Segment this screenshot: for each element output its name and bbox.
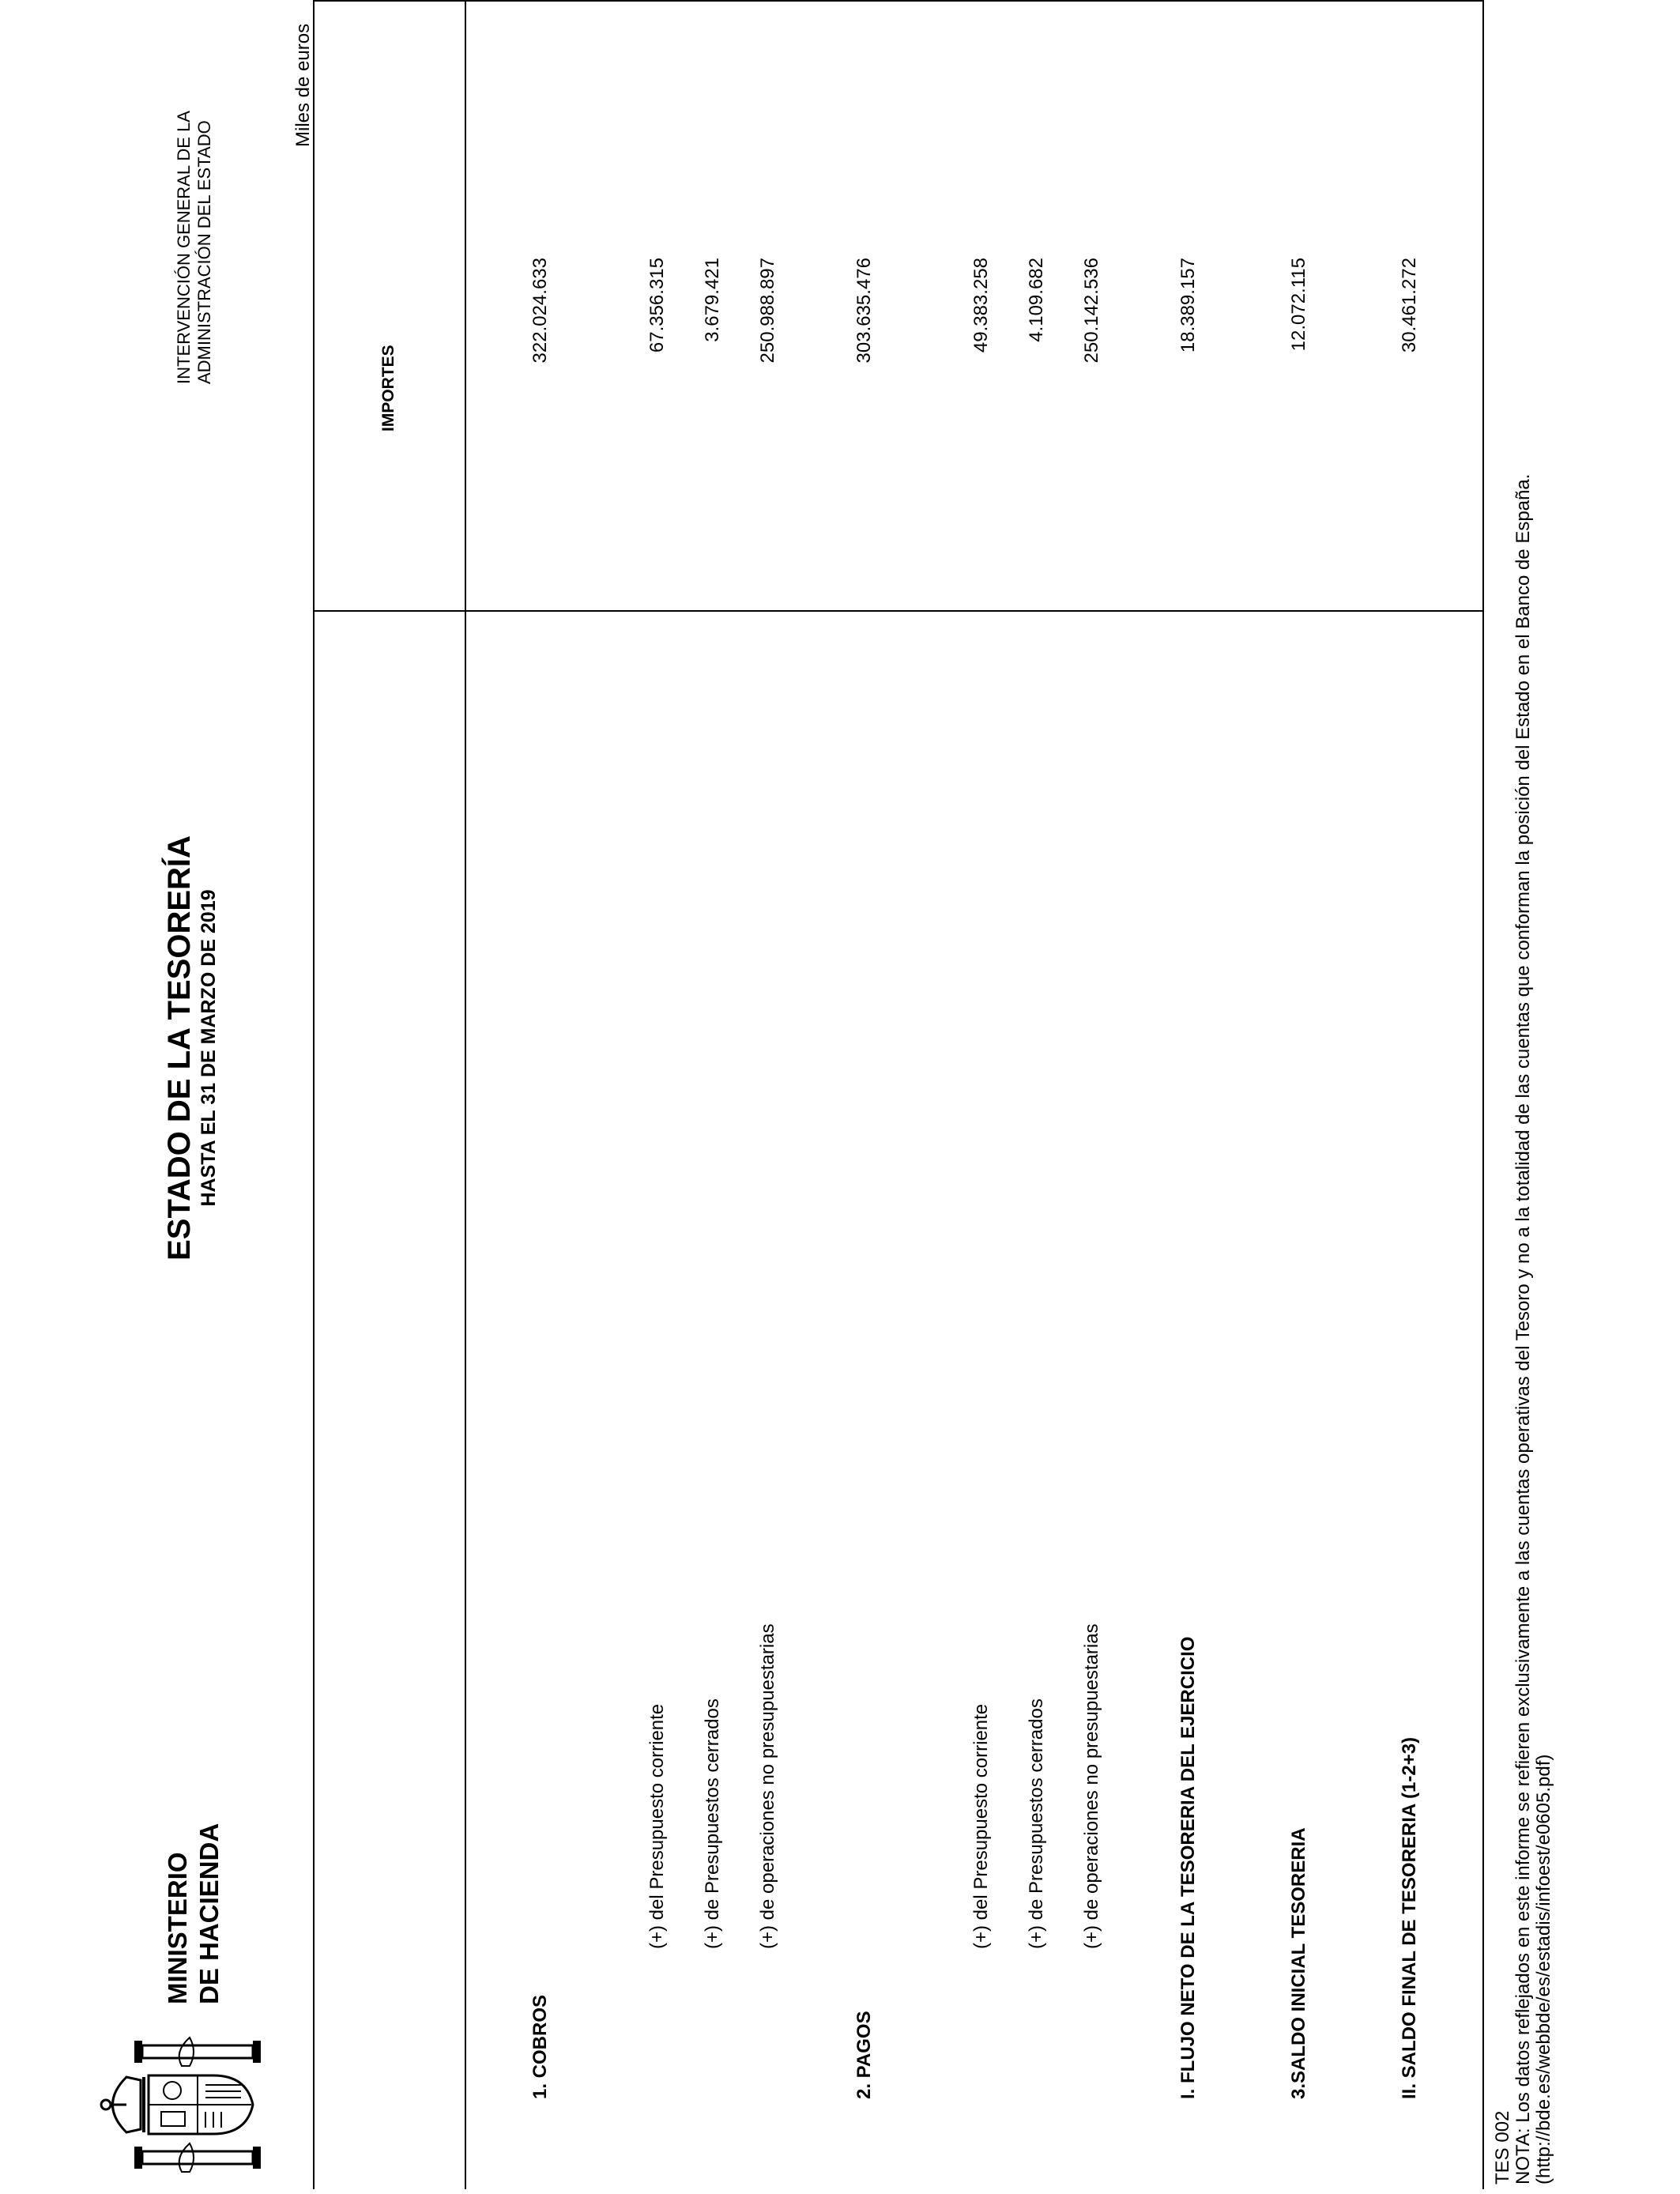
footer-link: (http://bde.es/webbde/es/estadis/infoest/e0605.pdf) — [1533, 1754, 1554, 2185]
footer-note: NOTA: Los datos reflejados en este informe se refieren exclusivamente a las cuentas operativas del Tesoro y no a la totalidad de las cuentas que conforman la posición del Estado en el Banco de España. — [1512, 473, 1534, 2185]
amount-saldo-final: 30.461.272 — [1399, 258, 1420, 353]
ministry-line-1: MINISTERIO — [163, 1852, 192, 2004]
amount-cobros-no-presupuestarias: 250.988.897 — [757, 258, 778, 364]
row-label-pagos-corriente: (+) del Presupuesto corriente — [970, 1703, 992, 1949]
amount-saldo-inicial: 12.072.115 — [1288, 258, 1309, 352]
amount-flujo-neto: 18.389.157 — [1177, 258, 1199, 353]
row-label-cobros-corriente: (+) del Presupuesto corriente — [646, 1703, 668, 1949]
footer-code: TES 002 — [1492, 2110, 1513, 2185]
amount-pagos: 303.635.476 — [853, 258, 875, 364]
agency-line-2: ADMINISTRACIÓN DEL ESTADO — [194, 120, 214, 384]
row-label-pagos-cerrados: (+) de Presupuestos cerrados — [1026, 1698, 1047, 1949]
row-label-cobros: 1. COBROS — [529, 1994, 551, 2099]
coat-of-arms-icon — [95, 2030, 269, 2180]
row-label-saldo-inicial: 3.SALDO INICIAL TESORERIA — [1288, 1827, 1309, 2099]
page-subtitle: HASTA EL 31 DE MARZO DE 2019 — [198, 889, 220, 1207]
amount-pagos-corriente: 49.383.258 — [970, 258, 992, 353]
row-label-pagos-no-presupuestarias: (+) de operaciones no presupuestarias — [1081, 1623, 1102, 1949]
row-label-cobros-no-presupuestarias: (+) de operaciones no presupuestarias — [757, 1623, 778, 1949]
agency-name — [174, 111, 215, 384]
page-title: ESTADO DE LA TESORERÍA — [162, 835, 197, 1261]
column-header-importes: IMPORTES — [379, 345, 397, 432]
row-label-cobros-cerrados: (+) de Presupuestos cerrados — [702, 1698, 723, 1949]
column-separator — [313, 610, 1484, 612]
units-label: Miles de euros — [292, 23, 314, 147]
row-label-pagos: 2. PAGOS — [853, 2011, 875, 2099]
amount-cobros-cerrados: 3.679.421 — [702, 258, 723, 342]
row-label-saldo-final: II. SALDO FINAL DE TESORERIA (1-2+3) — [1399, 1736, 1420, 2099]
ministry-line-2: DE HACIENDA — [194, 1823, 224, 2004]
amount-cobros-corriente: 67.356.315 — [646, 258, 668, 353]
header-separator — [465, 0, 466, 2189]
amount-pagos-no-presupuestarias: 250.142.536 — [1081, 258, 1102, 364]
amount-pagos-cerrados: 4.109.682 — [1026, 258, 1047, 342]
row-label-flujo-neto: I. FLUJO NETO DE LA TESORERIA DEL EJERCICIO — [1177, 1636, 1199, 2099]
ministry-name — [162, 1823, 225, 2004]
agency-line-1: INTERVENCIÓN GENERAL DE LA — [174, 111, 194, 384]
amount-cobros: 322.024.633 — [529, 258, 551, 364]
